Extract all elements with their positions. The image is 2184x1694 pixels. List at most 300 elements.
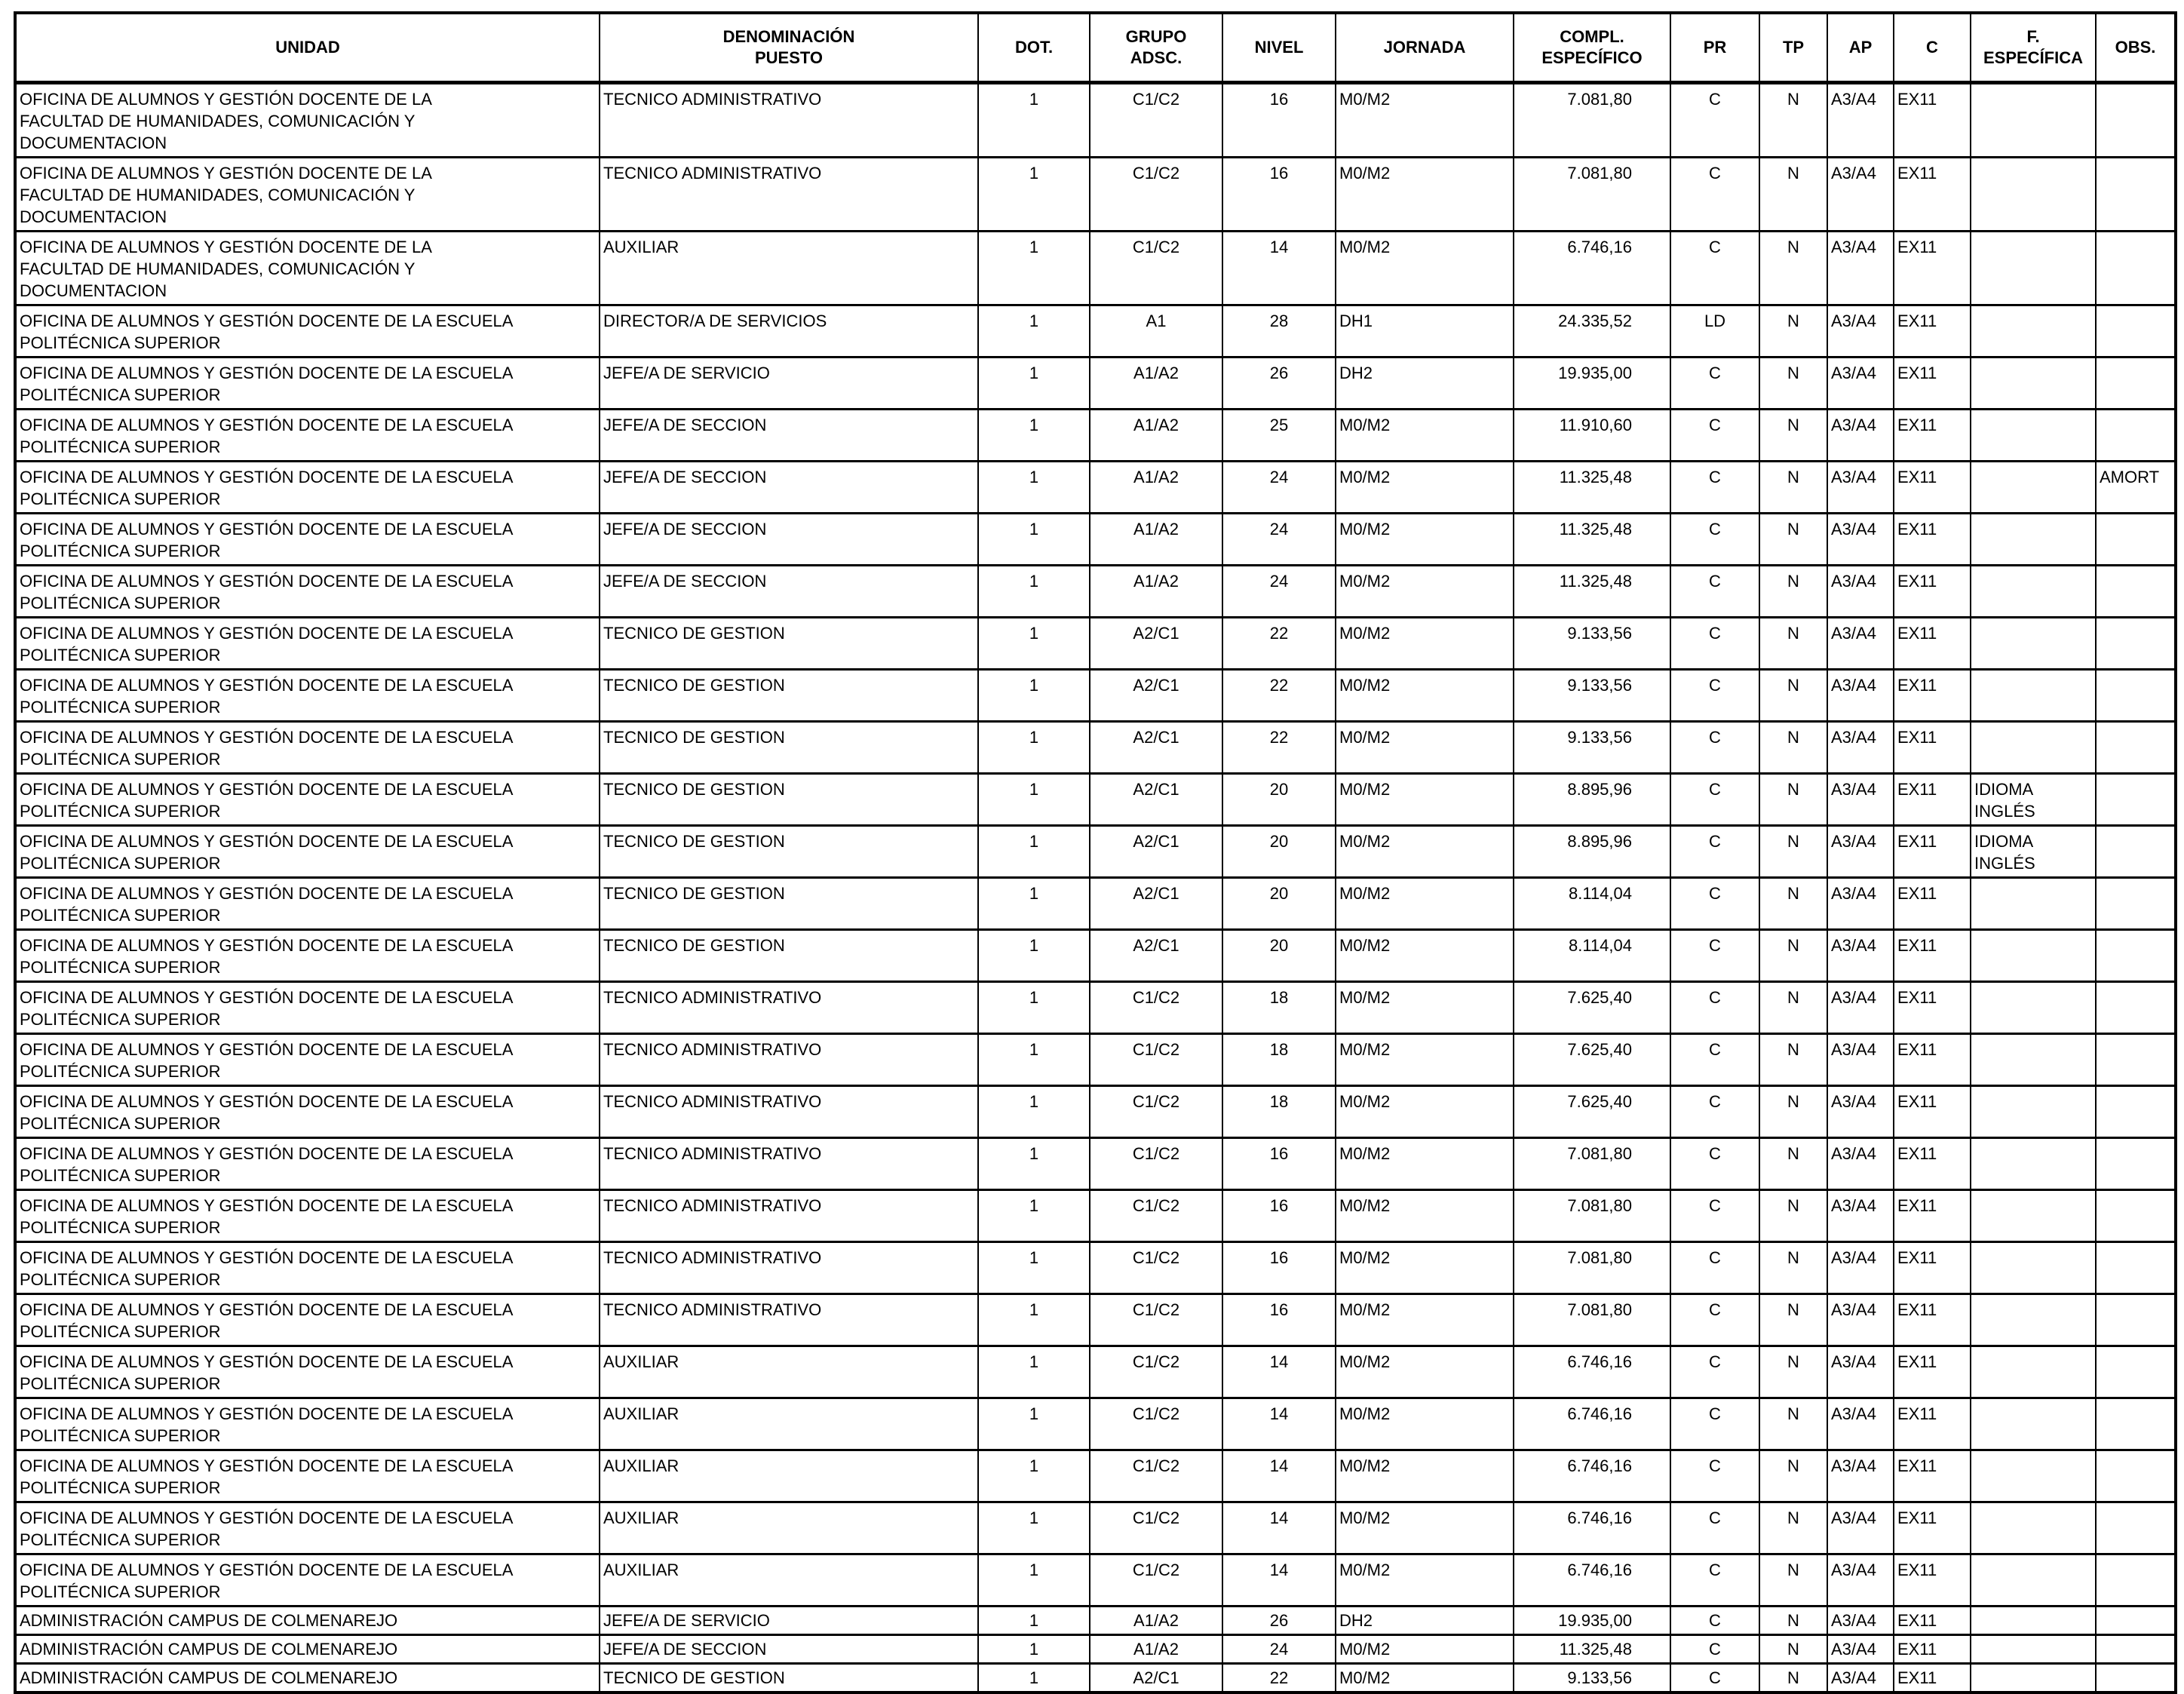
cell-nivel: 16 xyxy=(1222,1242,1336,1294)
cell-pr: C xyxy=(1670,722,1759,774)
cell-dot: 1 xyxy=(978,566,1090,618)
cell-jornada: DH2 xyxy=(1336,358,1514,410)
cell-ap: A3/A4 xyxy=(1827,1138,1894,1190)
cell-compl: 6.746,16 xyxy=(1514,1346,1670,1398)
table-row xyxy=(15,618,2176,670)
cell-ap: A3/A4 xyxy=(1827,826,1894,878)
cell-compl: 7.625,40 xyxy=(1514,982,1670,1034)
cell-grupo: C1/C2 xyxy=(1090,1138,1222,1190)
cell-unidad: OFICINA DE ALUMNOS Y GESTIÓN DOCENTE DE LA ESCUELA POLITÉCNICA SUPERIOR xyxy=(15,982,600,1034)
cell-pr: LD xyxy=(1670,305,1759,358)
cell-tp: N xyxy=(1759,1664,1827,1693)
table-row xyxy=(15,1242,2176,1294)
cell-denominacion: AUXILIAR xyxy=(600,1554,978,1607)
cell-unidad: OFICINA DE ALUMNOS Y GESTIÓN DOCENTE DE LA FACULTAD DE HUMANIDADES, COMUNICACIÓN Y DOCUMENTACION xyxy=(15,83,600,158)
cell-f-especifica xyxy=(1971,1450,2096,1502)
cell-obs xyxy=(2096,670,2176,722)
cell-compl: 9.133,56 xyxy=(1514,618,1670,670)
table-row xyxy=(15,1502,2176,1554)
cell-grupo: A2/C1 xyxy=(1090,826,1222,878)
cell-unidad: OFICINA DE ALUMNOS Y GESTIÓN DOCENTE DE LA ESCUELA POLITÉCNICA SUPERIOR xyxy=(15,1086,600,1138)
cell-dot: 1 xyxy=(978,1607,1090,1635)
cell-ap: A3/A4 xyxy=(1827,670,1894,722)
cell-jornada: M0/M2 xyxy=(1336,232,1514,305)
cell-c: EX11 xyxy=(1894,1450,1971,1502)
cell-pr: C xyxy=(1670,1607,1759,1635)
cell-dot: 1 xyxy=(978,1502,1090,1554)
cell-jornada: M0/M2 xyxy=(1336,1138,1514,1190)
cell-denominacion: AUXILIAR xyxy=(600,1450,978,1502)
cell-f-especifica xyxy=(1971,232,2096,305)
cell-jornada: M0/M2 xyxy=(1336,1450,1514,1502)
cell-nivel: 16 xyxy=(1222,158,1336,232)
cell-c: EX11 xyxy=(1894,462,1971,514)
table-row xyxy=(15,1635,2176,1664)
cell-compl: 6.746,16 xyxy=(1514,1450,1670,1502)
cell-pr: C xyxy=(1670,83,1759,158)
cell-grupo: C1/C2 xyxy=(1090,1346,1222,1398)
cell-dot: 1 xyxy=(978,1190,1090,1242)
cell-dot: 1 xyxy=(978,1398,1090,1450)
cell-jornada: M0/M2 xyxy=(1336,1242,1514,1294)
cell-dot: 1 xyxy=(978,1635,1090,1664)
cell-c: EX11 xyxy=(1894,1398,1971,1450)
cell-compl: 9.133,56 xyxy=(1514,670,1670,722)
table-row xyxy=(15,1664,2176,1693)
cell-obs xyxy=(2096,514,2176,566)
cell-grupo: C1/C2 xyxy=(1090,1398,1222,1450)
cell-unidad: OFICINA DE ALUMNOS Y GESTIÓN DOCENTE DE LA ESCUELA POLITÉCNICA SUPERIOR xyxy=(15,1138,600,1190)
table-row xyxy=(15,1034,2176,1086)
cell-pr: C xyxy=(1670,618,1759,670)
cell-unidad: OFICINA DE ALUMNOS Y GESTIÓN DOCENTE DE LA ESCUELA POLITÉCNICA SUPERIOR xyxy=(15,566,600,618)
cell-tp: N xyxy=(1759,1554,1827,1607)
cell-nivel: 28 xyxy=(1222,305,1336,358)
cell-nivel: 24 xyxy=(1222,566,1336,618)
cell-f-especifica xyxy=(1971,722,2096,774)
cell-f-especifica xyxy=(1971,1607,2096,1635)
cell-dot: 1 xyxy=(978,158,1090,232)
cell-jornada: M0/M2 xyxy=(1336,1635,1514,1664)
cell-nivel: 18 xyxy=(1222,1086,1336,1138)
table-row xyxy=(15,982,2176,1034)
cell-pr: C xyxy=(1670,566,1759,618)
table-row xyxy=(15,566,2176,618)
cell-nivel: 24 xyxy=(1222,462,1336,514)
cell-ap: A3/A4 xyxy=(1827,1450,1894,1502)
cell-nivel: 14 xyxy=(1222,1398,1336,1450)
cell-ap: A3/A4 xyxy=(1827,1554,1894,1607)
cell-grupo: C1/C2 xyxy=(1090,232,1222,305)
cell-unidad: OFICINA DE ALUMNOS Y GESTIÓN DOCENTE DE LA ESCUELA POLITÉCNICA SUPERIOR xyxy=(15,1294,600,1346)
cell-compl: 7.081,80 xyxy=(1514,1294,1670,1346)
cell-obs xyxy=(2096,1138,2176,1190)
cell-unidad: OFICINA DE ALUMNOS Y GESTIÓN DOCENTE DE LA ESCUELA POLITÉCNICA SUPERIOR xyxy=(15,774,600,826)
cell-obs xyxy=(2096,232,2176,305)
cell-unidad: ADMINISTRACIÓN CAMPUS DE COLMENAREJO xyxy=(15,1635,600,1664)
table-row xyxy=(15,1346,2176,1398)
cell-unidad: OFICINA DE ALUMNOS Y GESTIÓN DOCENTE DE LA ESCUELA POLITÉCNICA SUPERIOR xyxy=(15,826,600,878)
cell-grupo: C1/C2 xyxy=(1090,1294,1222,1346)
cell-dot: 1 xyxy=(978,618,1090,670)
cell-obs xyxy=(2096,158,2176,232)
cell-denominacion: TECNICO ADMINISTRATIVO xyxy=(600,1294,978,1346)
cell-nivel: 26 xyxy=(1222,1607,1336,1635)
cell-obs xyxy=(2096,1242,2176,1294)
table-row xyxy=(15,722,2176,774)
cell-obs xyxy=(2096,1450,2176,1502)
cell-f-especifica xyxy=(1971,514,2096,566)
cell-compl: 7.081,80 xyxy=(1514,1190,1670,1242)
cell-obs xyxy=(2096,1664,2176,1693)
cell-nivel: 14 xyxy=(1222,1554,1336,1607)
cell-c: EX11 xyxy=(1894,1664,1971,1693)
cell-pr: C xyxy=(1670,232,1759,305)
cell-jornada: M0/M2 xyxy=(1336,1664,1514,1693)
cell-tp: N xyxy=(1759,826,1827,878)
cell-nivel: 20 xyxy=(1222,878,1336,930)
cell-c: EX11 xyxy=(1894,1034,1971,1086)
cell-jornada: M0/M2 xyxy=(1336,670,1514,722)
cell-grupo: C1/C2 xyxy=(1090,158,1222,232)
cell-f-especifica xyxy=(1971,618,2096,670)
cell-compl: 9.133,56 xyxy=(1514,1664,1670,1693)
cell-nivel: 18 xyxy=(1222,982,1336,1034)
cell-unidad: ADMINISTRACIÓN CAMPUS DE COLMENAREJO xyxy=(15,1607,600,1635)
cell-obs xyxy=(2096,1294,2176,1346)
cell-f-especifica xyxy=(1971,1664,2096,1693)
cell-compl: 24.335,52 xyxy=(1514,305,1670,358)
cell-jornada: M0/M2 xyxy=(1336,410,1514,462)
cell-grupo: A1/A2 xyxy=(1090,1635,1222,1664)
cell-ap: A3/A4 xyxy=(1827,358,1894,410)
cell-pr: C xyxy=(1670,1635,1759,1664)
table-row xyxy=(15,1450,2176,1502)
cell-c: EX11 xyxy=(1894,514,1971,566)
cell-ap: A3/A4 xyxy=(1827,566,1894,618)
cell-grupo: C1/C2 xyxy=(1090,1450,1222,1502)
cell-obs xyxy=(2096,1554,2176,1607)
cell-f-especifica xyxy=(1971,305,2096,358)
cell-unidad: OFICINA DE ALUMNOS Y GESTIÓN DOCENTE DE LA ESCUELA POLITÉCNICA SUPERIOR xyxy=(15,1554,600,1607)
cell-c: EX11 xyxy=(1894,930,1971,982)
cell-ap: A3/A4 xyxy=(1827,930,1894,982)
cell-unidad: OFICINA DE ALUMNOS Y GESTIÓN DOCENTE DE LA ESCUELA POLITÉCNICA SUPERIOR xyxy=(15,305,600,358)
cell-pr: C xyxy=(1670,1190,1759,1242)
cell-tp: N xyxy=(1759,1294,1827,1346)
cell-dot: 1 xyxy=(978,1450,1090,1502)
cell-nivel: 16 xyxy=(1222,1138,1336,1190)
cell-pr: C xyxy=(1670,462,1759,514)
cell-dot: 1 xyxy=(978,358,1090,410)
cell-jornada: M0/M2 xyxy=(1336,158,1514,232)
cell-dot: 1 xyxy=(978,878,1090,930)
rpt-table xyxy=(14,11,2177,1694)
cell-unidad: OFICINA DE ALUMNOS Y GESTIÓN DOCENTE DE LA ESCUELA POLITÉCNICA SUPERIOR xyxy=(15,1034,600,1086)
header-f-especifica: F. ESPECÍFICA xyxy=(1971,13,2096,83)
cell-nivel: 22 xyxy=(1222,618,1336,670)
cell-f-especifica xyxy=(1971,1554,2096,1607)
cell-ap: A3/A4 xyxy=(1827,1607,1894,1635)
cell-unidad: OFICINA DE ALUMNOS Y GESTIÓN DOCENTE DE LA ESCUELA POLITÉCNICA SUPERIOR xyxy=(15,358,600,410)
cell-compl: 9.133,56 xyxy=(1514,722,1670,774)
cell-tp: N xyxy=(1759,1635,1827,1664)
cell-compl: 19.935,00 xyxy=(1514,1607,1670,1635)
cell-compl: 7.625,40 xyxy=(1514,1034,1670,1086)
cell-denominacion: TECNICO ADMINISTRATIVO xyxy=(600,1242,978,1294)
cell-unidad: OFICINA DE ALUMNOS Y GESTIÓN DOCENTE DE LA ESCUELA POLITÉCNICA SUPERIOR xyxy=(15,462,600,514)
header-grupo: GRUPO ADSC. xyxy=(1090,13,1222,83)
header-unidad: UNIDAD xyxy=(15,13,600,83)
cell-pr: C xyxy=(1670,1398,1759,1450)
cell-c: EX11 xyxy=(1894,1502,1971,1554)
table-row xyxy=(15,83,2176,158)
cell-c: EX11 xyxy=(1894,1294,1971,1346)
cell-dot: 1 xyxy=(978,670,1090,722)
cell-nivel: 24 xyxy=(1222,514,1336,566)
cell-unidad: ADMINISTRACIÓN CAMPUS DE COLMENAREJO xyxy=(15,1664,600,1693)
cell-grupo: A2/C1 xyxy=(1090,774,1222,826)
cell-jornada: M0/M2 xyxy=(1336,618,1514,670)
cell-obs xyxy=(2096,722,2176,774)
cell-dot: 1 xyxy=(978,1294,1090,1346)
cell-tp: N xyxy=(1759,410,1827,462)
cell-denominacion: JEFE/A DE SECCION xyxy=(600,462,978,514)
cell-unidad: OFICINA DE ALUMNOS Y GESTIÓN DOCENTE DE LA ESCUELA POLITÉCNICA SUPERIOR xyxy=(15,410,600,462)
cell-grupo: C1/C2 xyxy=(1090,1502,1222,1554)
cell-f-especifica xyxy=(1971,982,2096,1034)
cell-unidad: OFICINA DE ALUMNOS Y GESTIÓN DOCENTE DE LA ESCUELA POLITÉCNICA SUPERIOR xyxy=(15,1346,600,1398)
cell-pr: C xyxy=(1670,1034,1759,1086)
cell-denominacion: JEFE/A DE SECCION xyxy=(600,514,978,566)
cell-pr: C xyxy=(1670,670,1759,722)
cell-dot: 1 xyxy=(978,1138,1090,1190)
cell-f-especifica xyxy=(1971,1190,2096,1242)
cell-pr: C xyxy=(1670,1242,1759,1294)
cell-nivel: 14 xyxy=(1222,232,1336,305)
cell-nivel: 22 xyxy=(1222,670,1336,722)
header-pr: PR xyxy=(1670,13,1759,83)
cell-dot: 1 xyxy=(978,1554,1090,1607)
cell-tp: N xyxy=(1759,1138,1827,1190)
cell-jornada: DH2 xyxy=(1336,1607,1514,1635)
cell-dot: 1 xyxy=(978,514,1090,566)
cell-compl: 11.325,48 xyxy=(1514,514,1670,566)
cell-dot: 1 xyxy=(978,774,1090,826)
cell-pr: C xyxy=(1670,1138,1759,1190)
cell-compl: 11.325,48 xyxy=(1514,566,1670,618)
cell-unidad: OFICINA DE ALUMNOS Y GESTIÓN DOCENTE DE LA ESCUELA POLITÉCNICA SUPERIOR xyxy=(15,1242,600,1294)
cell-pr: C xyxy=(1670,158,1759,232)
cell-unidad: OFICINA DE ALUMNOS Y GESTIÓN DOCENTE DE LA ESCUELA POLITÉCNICA SUPERIOR xyxy=(15,670,600,722)
cell-denominacion: TECNICO ADMINISTRATIVO xyxy=(600,1086,978,1138)
cell-pr: C xyxy=(1670,1664,1759,1693)
cell-denominacion: TECNICO ADMINISTRATIVO xyxy=(600,158,978,232)
cell-compl: 11.325,48 xyxy=(1514,1635,1670,1664)
cell-f-especifica xyxy=(1971,1635,2096,1664)
cell-jornada: M0/M2 xyxy=(1336,1086,1514,1138)
cell-grupo: A1/A2 xyxy=(1090,1607,1222,1635)
table-row xyxy=(15,1294,2176,1346)
cell-tp: N xyxy=(1759,982,1827,1034)
cell-obs xyxy=(2096,774,2176,826)
table-row xyxy=(15,1086,2176,1138)
cell-grupo: A1/A2 xyxy=(1090,410,1222,462)
cell-tp: N xyxy=(1759,462,1827,514)
header-row xyxy=(15,13,2176,83)
cell-denominacion: AUXILIAR xyxy=(600,1502,978,1554)
cell-jornada: M0/M2 xyxy=(1336,1294,1514,1346)
cell-compl: 8.895,96 xyxy=(1514,826,1670,878)
cell-c: EX11 xyxy=(1894,358,1971,410)
cell-ap: A3/A4 xyxy=(1827,982,1894,1034)
cell-f-especifica xyxy=(1971,1138,2096,1190)
cell-denominacion: TECNICO DE GESTION xyxy=(600,670,978,722)
cell-pr: C xyxy=(1670,982,1759,1034)
cell-denominacion: TECNICO DE GESTION xyxy=(600,878,978,930)
cell-jornada: M0/M2 xyxy=(1336,462,1514,514)
table-row xyxy=(15,1190,2176,1242)
cell-grupo: C1/C2 xyxy=(1090,1190,1222,1242)
cell-unidad: OFICINA DE ALUMNOS Y GESTIÓN DOCENTE DE LA ESCUELA POLITÉCNICA SUPERIOR xyxy=(15,1398,600,1450)
cell-obs xyxy=(2096,826,2176,878)
cell-c: EX11 xyxy=(1894,1554,1971,1607)
cell-obs xyxy=(2096,982,2176,1034)
cell-c: EX11 xyxy=(1894,305,1971,358)
cell-grupo: A1 xyxy=(1090,305,1222,358)
cell-jornada: M0/M2 xyxy=(1336,1034,1514,1086)
cell-tp: N xyxy=(1759,1086,1827,1138)
cell-c: EX11 xyxy=(1894,1190,1971,1242)
cell-c: EX11 xyxy=(1894,158,1971,232)
cell-jornada: DH1 xyxy=(1336,305,1514,358)
cell-jornada: M0/M2 xyxy=(1336,774,1514,826)
cell-ap: A3/A4 xyxy=(1827,232,1894,305)
cell-f-especifica xyxy=(1971,670,2096,722)
cell-unidad: OFICINA DE ALUMNOS Y GESTIÓN DOCENTE DE LA ESCUELA POLITÉCNICA SUPERIOR xyxy=(15,1450,600,1502)
cell-pr: C xyxy=(1670,1346,1759,1398)
cell-compl: 6.746,16 xyxy=(1514,232,1670,305)
cell-dot: 1 xyxy=(978,462,1090,514)
cell-pr: C xyxy=(1670,930,1759,982)
cell-compl: 8.114,04 xyxy=(1514,930,1670,982)
cell-denominacion: TECNICO ADMINISTRATIVO xyxy=(600,1138,978,1190)
cell-ap: A3/A4 xyxy=(1827,1294,1894,1346)
cell-ap: A3/A4 xyxy=(1827,878,1894,930)
cell-ap: A3/A4 xyxy=(1827,83,1894,158)
cell-denominacion: TECNICO DE GESTION xyxy=(600,1664,978,1693)
cell-grupo: C1/C2 xyxy=(1090,1086,1222,1138)
cell-unidad: OFICINA DE ALUMNOS Y GESTIÓN DOCENTE DE LA FACULTAD DE HUMANIDADES, COMUNICACIÓN Y DOCUMENTACION xyxy=(15,232,600,305)
cell-dot: 1 xyxy=(978,410,1090,462)
cell-obs xyxy=(2096,1190,2176,1242)
cell-f-especifica xyxy=(1971,930,2096,982)
cell-compl: 8.114,04 xyxy=(1514,878,1670,930)
cell-ap: A3/A4 xyxy=(1827,1664,1894,1693)
cell-dot: 1 xyxy=(978,1346,1090,1398)
cell-f-especifica xyxy=(1971,1242,2096,1294)
cell-ap: A3/A4 xyxy=(1827,410,1894,462)
cell-grupo: A1/A2 xyxy=(1090,358,1222,410)
table-row xyxy=(15,1398,2176,1450)
cell-jornada: M0/M2 xyxy=(1336,1398,1514,1450)
table-row xyxy=(15,1607,2176,1635)
cell-dot: 1 xyxy=(978,1034,1090,1086)
cell-denominacion: JEFE/A DE SECCION xyxy=(600,410,978,462)
cell-f-especifica xyxy=(1971,1034,2096,1086)
cell-tp: N xyxy=(1759,1190,1827,1242)
cell-dot: 1 xyxy=(978,1086,1090,1138)
cell-unidad: OFICINA DE ALUMNOS Y GESTIÓN DOCENTE DE LA ESCUELA POLITÉCNICA SUPERIOR xyxy=(15,930,600,982)
cell-tp: N xyxy=(1759,670,1827,722)
cell-denominacion: TECNICO DE GESTION xyxy=(600,774,978,826)
cell-jornada: M0/M2 xyxy=(1336,878,1514,930)
header-ap: AP xyxy=(1827,13,1894,83)
cell-obs xyxy=(2096,1086,2176,1138)
cell-grupo: A2/C1 xyxy=(1090,1664,1222,1693)
cell-nivel: 14 xyxy=(1222,1502,1336,1554)
cell-nivel: 16 xyxy=(1222,83,1336,158)
cell-c: EX11 xyxy=(1894,618,1971,670)
cell-ap: A3/A4 xyxy=(1827,514,1894,566)
cell-dot: 1 xyxy=(978,1664,1090,1693)
cell-ap: A3/A4 xyxy=(1827,722,1894,774)
cell-jornada: M0/M2 xyxy=(1336,566,1514,618)
cell-tp: N xyxy=(1759,1398,1827,1450)
table-row xyxy=(15,358,2176,410)
cell-jornada: M0/M2 xyxy=(1336,826,1514,878)
cell-dot: 1 xyxy=(978,930,1090,982)
header-c: C xyxy=(1894,13,1971,83)
table-row xyxy=(15,305,2176,358)
cell-grupo: C1/C2 xyxy=(1090,83,1222,158)
cell-c: EX11 xyxy=(1894,410,1971,462)
cell-pr: C xyxy=(1670,1086,1759,1138)
cell-pr: C xyxy=(1670,1502,1759,1554)
cell-tp: N xyxy=(1759,1034,1827,1086)
cell-unidad: OFICINA DE ALUMNOS Y GESTIÓN DOCENTE DE LA ESCUELA POLITÉCNICA SUPERIOR xyxy=(15,1190,600,1242)
cell-c: EX11 xyxy=(1894,774,1971,826)
cell-obs xyxy=(2096,1502,2176,1554)
cell-compl: 7.081,80 xyxy=(1514,1242,1670,1294)
cell-c: EX11 xyxy=(1894,1242,1971,1294)
cell-grupo: A1/A2 xyxy=(1090,462,1222,514)
cell-tp: N xyxy=(1759,158,1827,232)
cell-obs xyxy=(2096,1034,2176,1086)
header-nivel: NIVEL xyxy=(1222,13,1336,83)
cell-c: EX11 xyxy=(1894,1086,1971,1138)
cell-c: EX11 xyxy=(1894,670,1971,722)
cell-tp: N xyxy=(1759,1346,1827,1398)
cell-f-especifica: IDIOMA INGLÉS xyxy=(1971,774,2096,826)
cell-compl: 11.325,48 xyxy=(1514,462,1670,514)
cell-f-especifica xyxy=(1971,1086,2096,1138)
cell-tp: N xyxy=(1759,618,1827,670)
cell-denominacion: JEFE/A DE SECCION xyxy=(600,566,978,618)
cell-grupo: A1/A2 xyxy=(1090,514,1222,566)
cell-c: EX11 xyxy=(1894,566,1971,618)
cell-jornada: M0/M2 xyxy=(1336,930,1514,982)
cell-f-especifica: IDIOMA INGLÉS xyxy=(1971,826,2096,878)
cell-obs xyxy=(2096,930,2176,982)
cell-denominacion: TECNICO ADMINISTRATIVO xyxy=(600,1034,978,1086)
cell-f-especifica xyxy=(1971,358,2096,410)
cell-compl: 7.081,80 xyxy=(1514,1138,1670,1190)
cell-denominacion: DIRECTOR/A DE SERVICIOS xyxy=(600,305,978,358)
cell-ap: A3/A4 xyxy=(1827,1242,1894,1294)
cell-compl: 7.081,80 xyxy=(1514,83,1670,158)
cell-compl: 7.625,40 xyxy=(1514,1086,1670,1138)
